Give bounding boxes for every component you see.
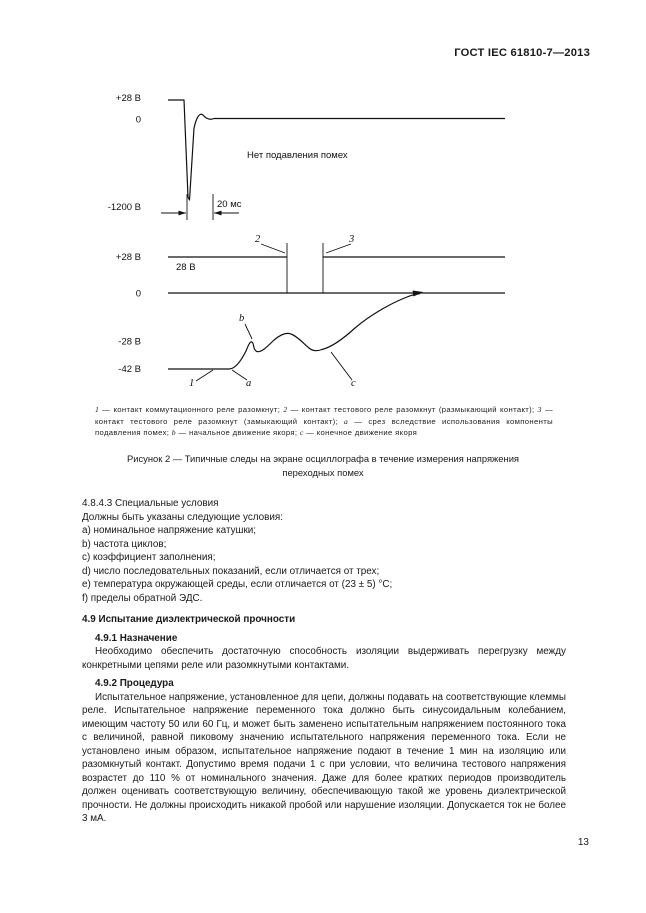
heading-4-8-4-3: 4.8.4.3 Специальные условия — [82, 498, 219, 509]
oscillograph-figure — [0, 80, 646, 400]
marker-b-label: b — [239, 313, 245, 324]
paragraph-4-9-1: Необходимо обеспечить достаточную способность изоляции выдерживать перегрузку между конкретными цепями реле или разомкнутыми контактами. — [82, 646, 566, 671]
supply-line-label: 28 В — [176, 262, 196, 273]
legend-text: — контакт тестового реле разомкнут (замыкающий контакт); — [95, 405, 553, 426]
document-code: ГОСТ IEC 61810-7—2013 — [454, 47, 590, 59]
document-body — [82, 497, 566, 826]
heading-4-9-1: 4.9.1 Назначение — [95, 632, 178, 644]
heading-4-9: 4.9 Испытание диэлектрической прочности — [82, 614, 296, 625]
marker-2-label: 2 — [255, 234, 261, 245]
heading-4-9-2: 4.9.2 Процедура — [95, 678, 174, 689]
marker-1-leader — [196, 370, 213, 381]
time-marker-label: 20 мс — [217, 199, 242, 210]
legend-text: — начальное движение якоря; — [176, 428, 300, 437]
marker-3-leader — [326, 244, 351, 253]
marker-a-leader — [232, 370, 247, 380]
legend-text: — контакт коммутационного реле разомкнут; — [99, 405, 284, 414]
marker-b-leader — [245, 324, 252, 339]
legend-text: — конечное движение якоря — [303, 428, 418, 437]
no-suppression-annotation: Нет подавления помех — [247, 150, 348, 161]
axis-label-zero-top: 0 — [135, 114, 141, 126]
marker-a-label: a — [246, 378, 252, 389]
figure-caption: Рисунок 2 — Типичные следы на экране осциллографа в течение измерения напряжения переходных помех — [126, 453, 520, 478]
paragraph-4-9-2: Испытательное напряжение, установленное для цепи, должны подавать на соответствующие клеммы реле. Испытательное напряжение переменного тока должно быть синусоидальным колебанием, имеющим частоту 50 или 60 Гц, и может быть заменено испытательным напряжением постоянного тока с величиной, равной пиковому значению испытательного напряжения переменного тока. Если не установлено иным образом, испытательное напряжение подают в течение 1 мин на изоляцию или разомкнутый контакт. Допустимо время подачи 1 с при условии, что величина тестового напряжения возрастет до 110 % от номинального значения. Даже для более кратких периодов производитель должен оценивать соответствующую величину, обеспечивающую такой же уровень диэлектрической прочности. Не должны происходить никакой пробой или нарушение изоляции. Допускается ток не более 3 мА. — [82, 691, 566, 824]
axis-label-plus28-top: +28 В — [115, 93, 141, 104]
legend-marker: 3 — [537, 405, 542, 414]
condition-item-f: f) пределы обратной ЭДС. — [82, 592, 203, 604]
plot-top — [108, 93, 505, 220]
marker-c-leader — [331, 352, 352, 380]
marker-c-label: c — [351, 378, 356, 389]
marker-2-leader — [261, 244, 285, 253]
coil-voltage-trace — [168, 294, 420, 369]
legend-marker: b — [171, 428, 176, 437]
arrowhead-left-icon — [214, 211, 222, 216]
legend-text: — контакт тестового реле разомкнут (размыкающий контакт); — [287, 405, 538, 414]
conditions-intro: Должны быть указаны следующие условия: — [82, 511, 284, 523]
marker-3-label: 3 — [349, 234, 355, 245]
marker-1-label: 1 — [189, 378, 195, 389]
condition-item-d: d) число последовательных показаний, если отличается от трех; — [82, 565, 380, 577]
legend-marker: a — [344, 416, 349, 426]
page-number: 13 — [577, 837, 589, 848]
condition-item-b: b) частота циклов; — [82, 538, 167, 550]
axis-label-minus28: -28 В — [118, 336, 141, 348]
condition-item-c: c) коэффициент заполнения; — [82, 552, 216, 563]
axis-label-plus28-bottom: +28 В — [115, 252, 141, 263]
axis-label-zero-bottom: 0 — [135, 288, 141, 300]
condition-item-a: a) номинальное напряжение катушки; — [82, 525, 257, 536]
legend-marker: c — [299, 428, 304, 437]
arrowhead-right-icon — [179, 211, 187, 216]
legend-marker: 2 — [283, 405, 288, 414]
legend-text: — срез вследствие использования компоненты подавления помех; — [95, 416, 553, 437]
plot-bottom — [116, 234, 505, 389]
axis-label-minus42: -42 В — [118, 364, 141, 375]
legend-marker: 1 — [95, 405, 100, 414]
axis-label-minus1200: -1200 В — [107, 202, 141, 213]
condition-item-e: e) температура окружающей среды, если отличается от (23 ± 5) °С; — [82, 579, 393, 590]
figure-legend — [95, 404, 553, 439]
